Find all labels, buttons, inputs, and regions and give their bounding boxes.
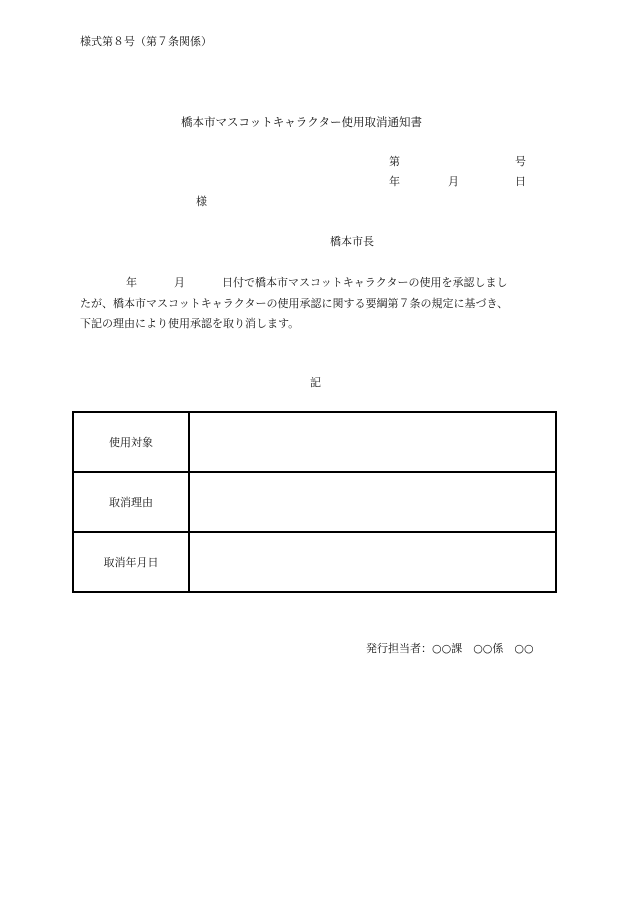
- body-line-1: 日付で橋本市マスコットキャラクターの使用を承認しまし: [222, 276, 508, 289]
- row-label-cancel-date: 取消年月日: [73, 532, 189, 592]
- detail-table: [72, 411, 557, 593]
- issuer-name: 橋本市長: [330, 235, 374, 248]
- ki-heading: 記: [310, 376, 321, 389]
- row-value-cancel-date[interactable]: [189, 532, 556, 592]
- document-title: 橋本市マスコットキャラクター使用取消通知書: [181, 115, 423, 129]
- row-value-usage-target[interactable]: [189, 412, 556, 472]
- table-row: [73, 472, 556, 532]
- table-row: [73, 532, 556, 592]
- body-year-label: 年: [126, 276, 137, 289]
- date-day-label: 日: [515, 175, 526, 188]
- document-number-suffix: 号: [515, 155, 526, 168]
- row-label-usage-target: 使用対象: [73, 412, 189, 472]
- issuer-contact: 発行担当者：○○課 ○○係 ○○: [366, 642, 534, 655]
- document-number-prefix: 第: [389, 155, 400, 168]
- body-line-2: たが、橋本市マスコットキャラクターの使用承認に関する要綱第７条の規定に基づき、: [80, 297, 509, 310]
- body-line-3: 下記の理由により使用承認を取り消します。: [80, 317, 300, 330]
- date-month-label: 月: [448, 175, 459, 188]
- table-row: [73, 412, 556, 472]
- row-value-cancel-reason[interactable]: [189, 472, 556, 532]
- addressee-suffix: 様: [196, 195, 207, 208]
- date-year-label: 年: [389, 175, 400, 188]
- body-month-label: 月: [174, 276, 185, 289]
- row-label-cancel-reason: 取消理由: [73, 472, 189, 532]
- form-number: 様式第８号（第７条関係）: [80, 35, 212, 48]
